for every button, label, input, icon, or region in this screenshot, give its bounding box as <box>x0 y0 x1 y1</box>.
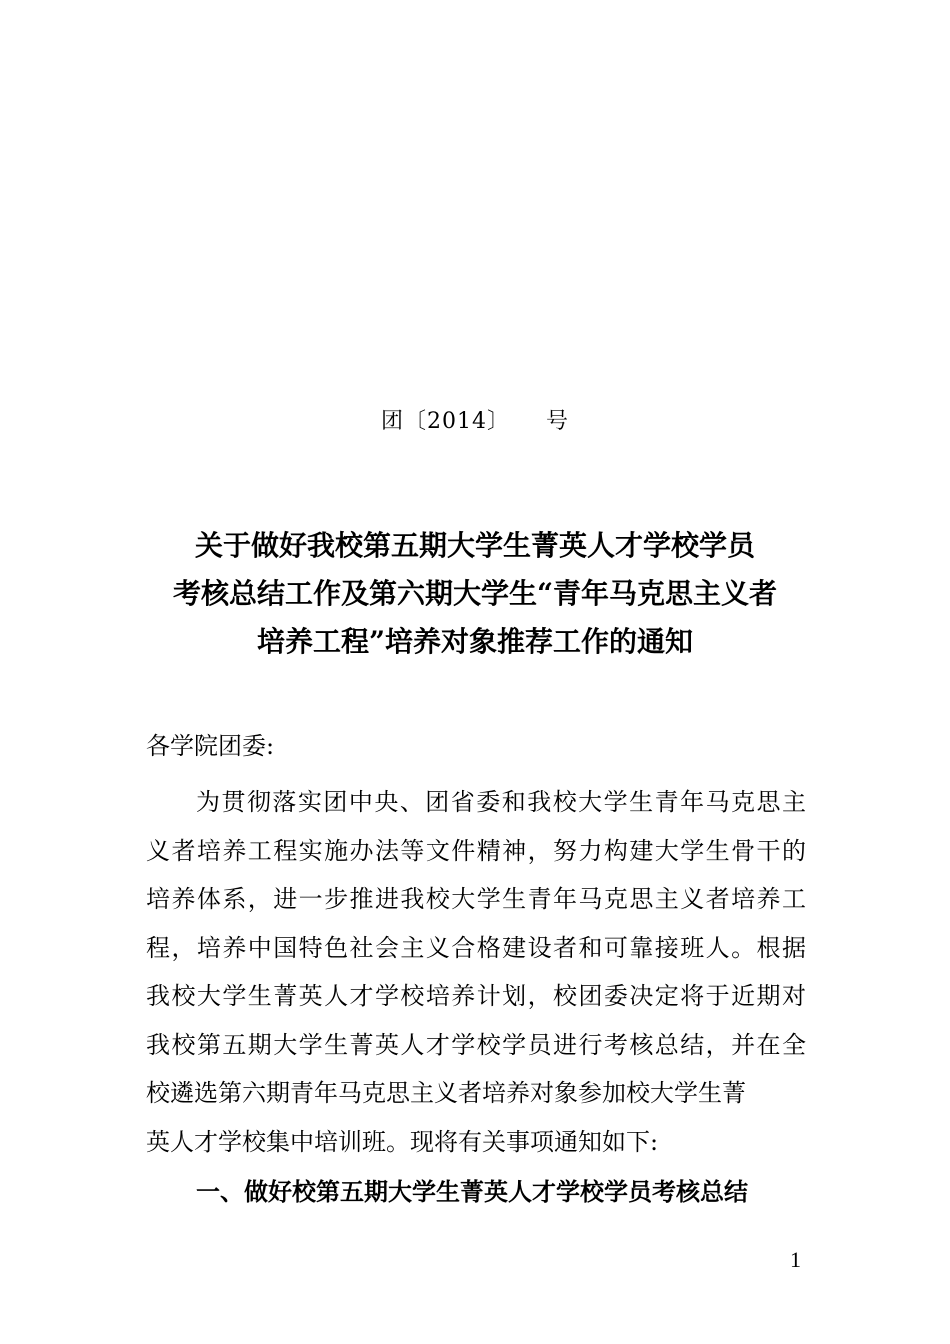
salutation: 各学院团委: <box>146 732 275 760</box>
body-line-2: 义者培养工程实施办法等文件精神，努力构建大学生骨干的 <box>146 836 806 865</box>
body-line-6: 我校第五期大学生菁英人才学校学员进行考核总结，并在全 <box>146 1030 806 1059</box>
body-line-3: 培养体系，进一步推进我校大学生青年马克思主义者培养工 <box>146 885 806 913</box>
title-line-1: 关于做好我校第五期大学生菁英人才学校学员 <box>194 529 755 562</box>
body-line-4: 程，培养中国特色社会主义合格建设者和可靠接班人。根据 <box>146 933 806 962</box>
document-number <box>0 404 950 435</box>
document-title <box>0 522 950 666</box>
body-line-1: 为贯彻落实团中央、团省委和我校大学生青年马克思主 <box>196 788 806 816</box>
body-paragraph <box>146 778 806 1166</box>
title-line-3: 培养工程”培养对象推荐工作的通知 <box>256 625 694 658</box>
page-number: 1 <box>790 1247 801 1272</box>
body-line-8: 英人才学校集中培训班。现将有关事项通知如下: <box>146 1127 659 1156</box>
body-line-7: 校遴选第六期青年马克思主义者培养对象参加校大学生菁 <box>146 1079 746 1107</box>
document-number-suffix: 号 <box>545 409 569 434</box>
body-line-5: 我校大学生菁英人才学校培养计划，校团委决定将于近期对 <box>146 982 806 1010</box>
section-heading-1: 一、做好校第五期大学生菁英人才学校学员考核总结 <box>196 1177 748 1206</box>
title-line-2: 考核总结工作及第六期大学生“青年马克思主义者 <box>172 577 778 610</box>
document-number-prefix: 团〔2014〕 <box>380 409 510 434</box>
